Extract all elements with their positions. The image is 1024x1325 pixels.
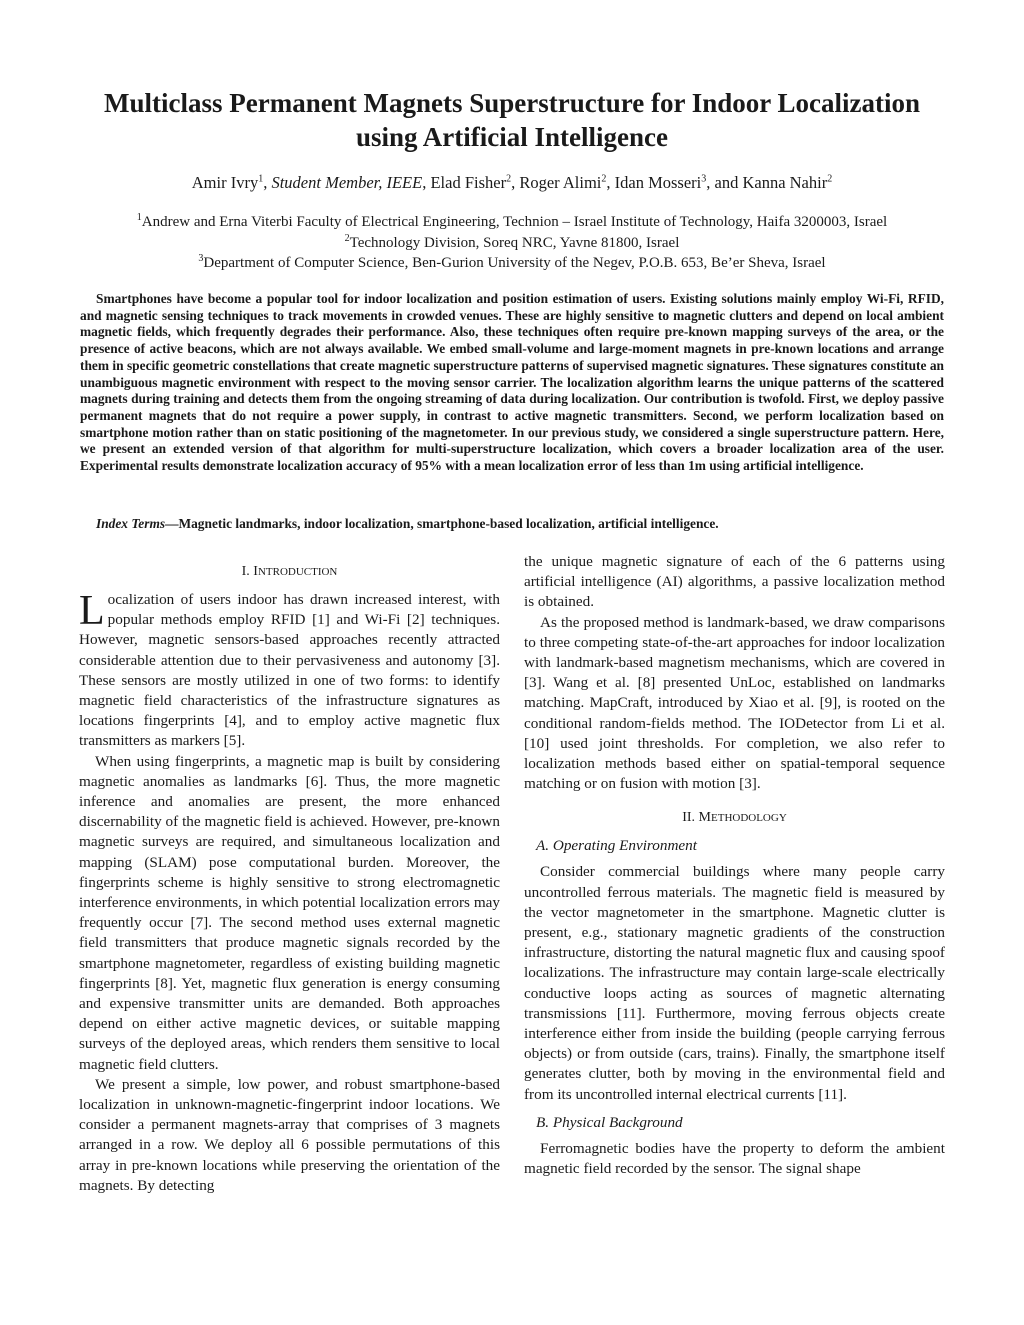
intro-paragraph-3: We present a simple, low power, and robust smartphone-based localization in unknown-magnetic-fingerprint indoor locations. We consider a permanent magnets-array that comprises of 3 magnets arranged in a row. We deploy all 6 possible permutations of this array in pre-known locations while preserving the orientation of the magnets. By detecting: [79, 1075, 500, 1194]
section-initial: I: [253, 564, 258, 579]
affiliation-mark: 3: [198, 253, 204, 264]
affiliation-mark: 2: [601, 173, 607, 185]
section-number: II.: [682, 810, 696, 826]
section-heading-methodology: [524, 808, 945, 828]
affiliation-mark: 1: [136, 212, 142, 223]
affiliation-mark: 3: [701, 173, 707, 185]
drop-cap: L: [79, 588, 105, 634]
section-heading-introduction: [79, 562, 500, 582]
index-terms: [80, 515, 944, 532]
methodology-paragraph-1: Consider commercial buildings where many people carry uncontrolled ferrous materials. The magnetic field is measured by the vector magnetometer in the smartphone. Magnetic clutter is present, e.g., stationary magnetic gradients of the construction infrastructure, distorting the natural magnetic flux and causing spoof localizations. The infrastructure may contain large-scale electrically conductive loops acting as sources of magnetic alternating transmissions [11]. Furthermore, moving ferrous objects create interference either from inside the building (people carrying ferrous objects) or from outside (cars, trains). Finally, the smartphone itself generates clutter, both by moving in the environmental field and from its uncontrolled internal electrical currents [11].: [524, 863, 945, 1103]
affiliation-line: [60, 212, 964, 233]
intro-paragraph-4: the unique magnetic signature of each of the 6 patterns using artificial intelligence (AI) algorithms, a passive localization method is obtained.: [524, 553, 945, 611]
index-terms-text: —Magnetic landmarks, indoor localization, smartphone-based localization, artificial intelligence.: [165, 516, 719, 531]
affiliation-mark: 2: [827, 173, 833, 185]
section-number: I.: [241, 564, 250, 579]
affiliation-mark: 2: [344, 232, 350, 244]
subsection-heading-operating-environment: A. Operating Environment: [536, 837, 697, 855]
index-terms-label: Index Terms: [96, 516, 166, 531]
right-column: [524, 552, 945, 1179]
author-name: Roger Alimi: [519, 173, 602, 192]
affiliation-mark: 1: [258, 173, 264, 185]
intro-paragraph-5: As the proposed method is landmark-based, we draw comparisons to three competing state-of-the-art approaches for indoor localization with landmark-based magnetism mechanisms, which are covered in [3]. Wang et al. [8] presented UnLoc, established on landmarks matching. MapCraft, introduced by Xiao et al. [9], is rooted on the conditional random-fields method. The IODetector from Li et al. [10] used joint thresholds. For completion, we also refer to localization methods based either on spatial-temporal sequence matching or on fusion with motion [3].: [524, 613, 945, 793]
affiliation-list: [60, 212, 964, 274]
paper-title: Multiclass Permanent Magnets Superstructure for Indoor Localization using Artificial Intelligence: [104, 88, 920, 152]
affiliation-mark: 2: [506, 173, 512, 185]
affiliation-line: [60, 233, 964, 254]
affiliation-text: Department of Computer Science, Ben-Gurion University of the Negev, P.O.B. 653, Be’er Sheva, Israel: [203, 255, 826, 271]
author-name: Idan Mosseri: [614, 173, 702, 192]
paragraph-text: ocalization of users indoor has drawn increased interest, with popular methods employ RFID [1] and Wi-Fi [2] techniques. However, magnetic sensors-based approaches recently attracted considerable attention due to their pervasiveness and autonomy [3]. These sensors are mostly utilized in one of two forms: to identify magnetic field characteristics of the infrastructure signatures as locations fingerprints [4], and to employ active magnetic flux transmitters as markers [5].: [79, 591, 500, 750]
author-role: Student Member, IEEE: [271, 173, 423, 192]
affiliation-text: Technology Division, Soreq NRC, Yavne 81800, Israel: [349, 234, 680, 251]
subsection-heading-physical-background: B. Physical Background: [536, 1113, 683, 1131]
intro-paragraph-2: When using fingerprints, a magnetic map is built by considering magnetic anomalies as landmarks [6]. Thus, the more magnetic inference and anomalies are present, the more enhanced discernability of the magnetic field is achieved. However, pre-known magnetic surveys are required, and simultaneous localization and mapping (SLAM) pose computational burden. Moreover, the fingerprints scheme is highly sensitive to strong electromagnetic interference environments, in which potential localization errors may frequently occur [7]. The second method uses external magnetic field transmitters that produce magnetic signals recorded by the smartphone magnetometer, regardless of existing building magnetic fingerprints [8]. Yet, magnetic flux generation is energy consuming and expensive transmitter units are demanded. Both approaches depend on either active magnetic devices, or suitable mapping surveys of the deployed areas, which renders them sensitive to local magnetic field clutters.: [79, 752, 500, 1073]
section-title: NTRODUCTION: [257, 566, 338, 578]
affiliation-text: Andrew and Erna Viterbi Faculty of Electrical Engineering, Technion – Israel Institute of Technology, Haifa 3200003, Israel: [141, 214, 888, 230]
left-column: [79, 552, 500, 1196]
author-list: Amir Ivry$^1$, Student Member, IEEE, Elad Fisher$^2$, Roger Alimi$^2$, Idan Mosseri$^3$, and Kanna Nahir$^2$: [191, 173, 833, 192]
section-title: ETHODOLOGY: [711, 812, 787, 825]
intro-paragraph-1: [79, 590, 500, 752]
author-name: Elad Fisher: [430, 173, 507, 192]
affiliation-line: [60, 253, 964, 274]
author-name: Amir Ivry: [191, 173, 259, 192]
author-name: Kanna Nahir: [742, 173, 828, 192]
methodology-paragraph-2: Ferromagnetic bodies have the property to deform the ambient magnetic field recorded by the sensor. The signal shape: [524, 1139, 945, 1178]
abstract: Smartphones have become a popular tool for indoor localization and position estimation of users. Existing solutions mainly employ Wi-Fi, RFID, and magnetic sensing techniques to track movements in crowded venues. These are highly sensitive to magnetic clutters and depend on local ambient magnetic fields, which frequently degrades their performance. Also, these techniques often require pre-known mapping surveys of the area, or the presence of active beacons, which are not always available. We embed small-volume and large-moment magnets in pre-known locations and arrange them in specific geometric constellations that create magnetic superstructure patterns of supervised magnetic signatures. These signatures constitute an unambiguous magnetic environment with respect to the moving sensor carrier. The localization algorithm learns the unique patterns of the scattered magnets during training and detects them from the ongoing streaming of data during localization. Our contribution is twofold. First, we deploy passive permanent magnets that do not require a power supply, in contrast to active magnetic transmitters. Second, we perform localization based on smartphone motion rather than on static positioning of the magnetometer. In our previous study, we considered a single superstructure pattern. Here, we present an extended version of that algorithm for multi-superstructure localization, which covers a broader localization area of the user. Experimental results demonstrate localization accuracy of 95% with a mean localization error of less than 1m using artificial intelligence.: [80, 291, 944, 474]
section-initial: M: [698, 810, 711, 826]
